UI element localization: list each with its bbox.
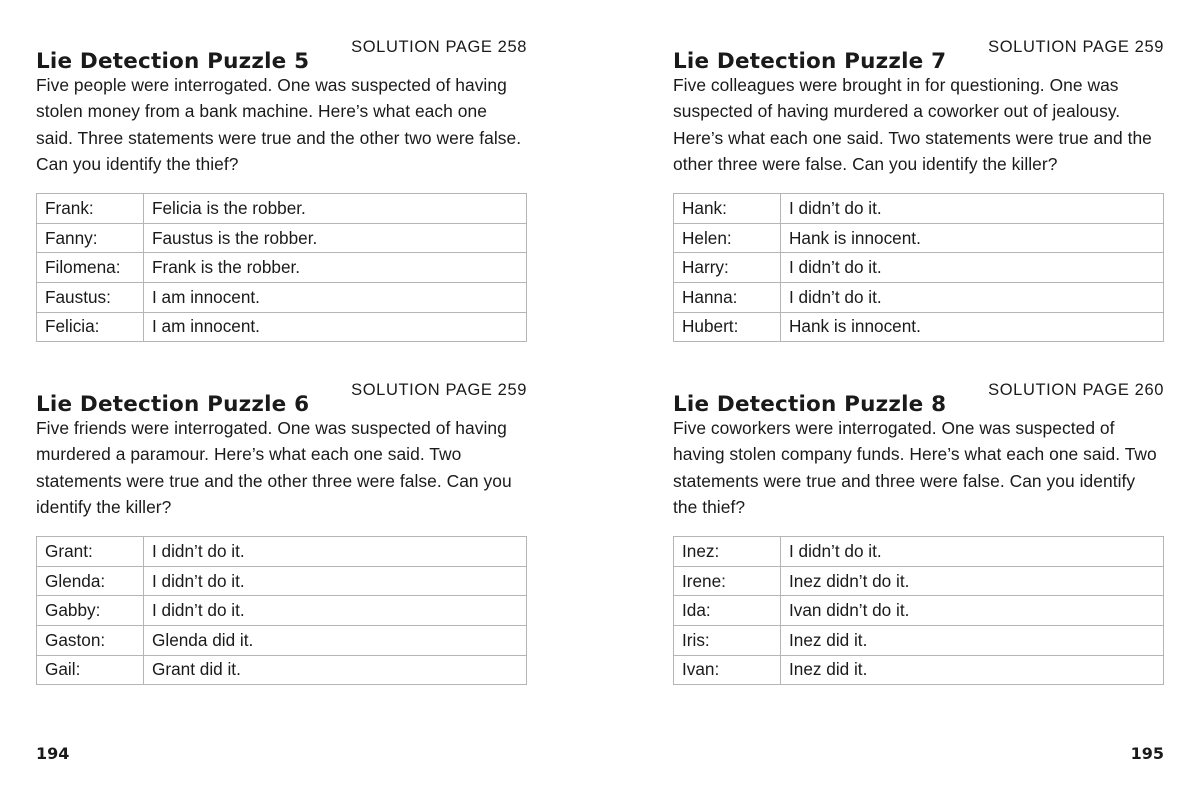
puzzle-description: Five friends were interrogated. One was suspected of having murdered a paramour. Here’s what each one said. Two statements were true and the other three were false. Can you identify the killer? bbox=[36, 418, 512, 517]
suspect-statement: I didn’t do it. bbox=[144, 566, 527, 596]
puzzle-6 bbox=[36, 371, 527, 685]
table-row bbox=[674, 223, 1164, 253]
suspect-statement: I didn’t do it. bbox=[781, 537, 1164, 567]
suspect-name: Ida: bbox=[674, 596, 781, 626]
table-row bbox=[674, 655, 1164, 685]
suspect-statement: Frank is the robber. bbox=[144, 253, 527, 283]
suspect-statement: Hank is innocent. bbox=[781, 223, 1164, 253]
suspect-statement: Ivan didn’t do it. bbox=[781, 596, 1164, 626]
table-row bbox=[37, 566, 527, 596]
puzzle-title: Lie Detection Puzzle 6 bbox=[36, 391, 310, 417]
suspect-statement: I am innocent. bbox=[144, 312, 527, 342]
table-row bbox=[674, 312, 1164, 342]
right-page bbox=[600, 0, 1200, 791]
suspect-name: Grant: bbox=[37, 537, 144, 567]
table-row bbox=[37, 625, 527, 655]
suspect-name: Hubert: bbox=[674, 312, 781, 342]
suspect-name: Fanny: bbox=[37, 223, 144, 253]
table-row bbox=[37, 253, 527, 283]
puzzle-8 bbox=[673, 371, 1164, 685]
table-row bbox=[674, 566, 1164, 596]
suspect-name: Filomena: bbox=[37, 253, 144, 283]
statements-table bbox=[36, 536, 527, 685]
suspect-statement: Inez didn’t do it. bbox=[781, 566, 1164, 596]
suspect-name: Glenda: bbox=[37, 566, 144, 596]
table-row bbox=[674, 537, 1164, 567]
table-row bbox=[674, 253, 1164, 283]
suspect-name: Harry: bbox=[674, 253, 781, 283]
table-row bbox=[37, 312, 527, 342]
suspect-name: Frank: bbox=[37, 194, 144, 224]
table-row bbox=[37, 223, 527, 253]
statements-table bbox=[36, 193, 527, 342]
puzzle-title: Lie Detection Puzzle 5 bbox=[36, 48, 310, 74]
suspect-statement: I didn’t do it. bbox=[781, 194, 1164, 224]
suspect-name: Faustus: bbox=[37, 282, 144, 312]
suspect-name: Inez: bbox=[674, 537, 781, 567]
statements-table bbox=[673, 536, 1164, 685]
puzzle-description: Five colleagues were brought in for questioning. One was suspected of having murdered a coworker out of jealousy. Here’s what each one said. Two statements were true and the other three were false. Can you identify the killer? bbox=[673, 75, 1152, 174]
suspect-name: Ivan: bbox=[674, 655, 781, 685]
suspect-name: Hank: bbox=[674, 194, 781, 224]
suspect-statement: Grant did it. bbox=[144, 655, 527, 685]
table-row bbox=[674, 282, 1164, 312]
table-row bbox=[37, 537, 527, 567]
suspect-statement: I didn’t do it. bbox=[781, 282, 1164, 312]
solution-page-ref: SOLUTION PAGE 259 bbox=[351, 381, 527, 399]
table-row bbox=[37, 596, 527, 626]
page-number: 194 bbox=[36, 744, 70, 763]
suspect-name: Helen: bbox=[674, 223, 781, 253]
solution-page-ref: SOLUTION PAGE 258 bbox=[351, 38, 527, 56]
table-row bbox=[674, 596, 1164, 626]
suspect-statement: Faustus is the robber. bbox=[144, 223, 527, 253]
suspect-statement: Hank is innocent. bbox=[781, 312, 1164, 342]
statements-table bbox=[673, 193, 1164, 342]
suspect-name: Gabby: bbox=[37, 596, 144, 626]
puzzle-title: Lie Detection Puzzle 7 bbox=[673, 48, 947, 74]
suspect-name: Gail: bbox=[37, 655, 144, 685]
puzzle-description: Five coworkers were interrogated. One was suspected of having stolen company funds. Here’s what each one said. Two statements were true and three were false. Can you identify the thief? bbox=[673, 418, 1157, 517]
solution-page-ref: SOLUTION PAGE 259 bbox=[988, 38, 1164, 56]
puzzle-7 bbox=[673, 28, 1164, 342]
suspect-statement: Inez did it. bbox=[781, 655, 1164, 685]
suspect-statement: Glenda did it. bbox=[144, 625, 527, 655]
suspect-statement: I didn’t do it. bbox=[144, 537, 527, 567]
table-row bbox=[674, 625, 1164, 655]
suspect-statement: Felicia is the robber. bbox=[144, 194, 527, 224]
solution-page-ref: SOLUTION PAGE 260 bbox=[988, 381, 1164, 399]
suspect-name: Felicia: bbox=[37, 312, 144, 342]
suspect-name: Iris: bbox=[674, 625, 781, 655]
suspect-statement: Inez did it. bbox=[781, 625, 1164, 655]
table-row bbox=[37, 282, 527, 312]
suspect-name: Irene: bbox=[674, 566, 781, 596]
suspect-statement: I didn’t do it. bbox=[144, 596, 527, 626]
suspect-name: Gaston: bbox=[37, 625, 144, 655]
table-row bbox=[37, 194, 527, 224]
puzzle-title: Lie Detection Puzzle 8 bbox=[673, 391, 947, 417]
puzzle-5 bbox=[36, 28, 527, 342]
suspect-name: Hanna: bbox=[674, 282, 781, 312]
page-number: 195 bbox=[1130, 744, 1164, 763]
table-row bbox=[37, 655, 527, 685]
puzzle-description: Five people were interrogated. One was suspected of having stolen money from a bank machine. Here’s what each one said. Three statements were true and the other two were false. Can you identify the thief? bbox=[36, 75, 522, 174]
table-row bbox=[674, 194, 1164, 224]
suspect-statement: I didn’t do it. bbox=[781, 253, 1164, 283]
suspect-statement: I am innocent. bbox=[144, 282, 527, 312]
